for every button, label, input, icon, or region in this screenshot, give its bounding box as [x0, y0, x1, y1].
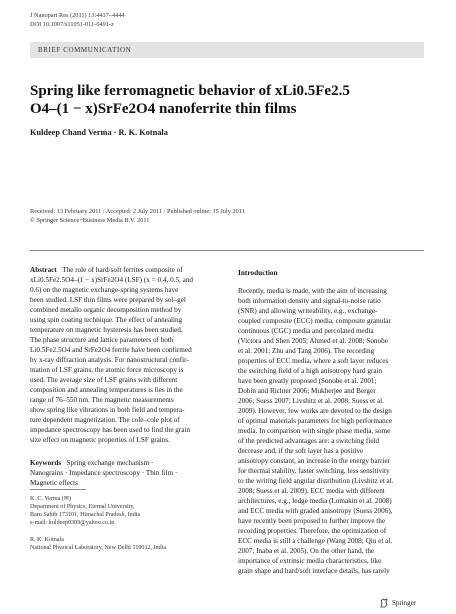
abstract-line-1: Abstract The role of hard/soft ferrites composite of: [30, 266, 183, 274]
keywords-section: [30, 458, 214, 488]
intro-line: Dobin and Richter 2006; Mukherjee and Berger: [238, 387, 376, 395]
abstract-line: used. The average size of LSF grains with different: [30, 376, 178, 384]
intro-line: et al. 2001; Zhu and Tang 2006). The recording: [238, 347, 375, 355]
intro-line: importance of extrinsic media characteristics, like: [238, 557, 382, 565]
doi-line: DOI 10.1007/s11051-011-0491-z: [30, 20, 114, 28]
intro-line: have been greatly proposed (Sonobe et al. 2001;: [238, 377, 377, 385]
springer-horse-icon: [379, 598, 389, 608]
affiliation-kotnala: [30, 536, 220, 552]
intro-line: have recently been proposed to further improve the: [238, 517, 386, 525]
publisher-name: Springer: [392, 599, 417, 607]
abstract-line: 0.6) on the magnetic exchange-spring systems have: [30, 286, 179, 294]
author-name: R. K. Kotnala: [30, 537, 64, 543]
intro-line: media. In comparison with single phase media, some: [238, 427, 391, 435]
publisher-logo: [379, 598, 416, 608]
affiliation-rule: [30, 489, 86, 490]
intro-line: decrease and, if the soft layer has a positive: [238, 447, 364, 455]
abstract-line: by x-ray diffraction analysis. For nanostructural confir-: [30, 356, 189, 364]
intro-line: the switching field of a high anisotropy hard grain: [238, 367, 383, 375]
abstract-line: mation of LSF grains, the atomic force microscopy is: [30, 366, 184, 374]
abstract-line: size effect on magnetic properties of LSF grains.: [30, 436, 170, 444]
header-rule: [30, 250, 424, 251]
intro-line: of the predicted advantages are: a switching field: [238, 437, 380, 445]
abstract-line: Li0.5Fe2.5O4 and SrFe2O4 ferrite have been confirmed: [30, 346, 192, 354]
publication-history: [30, 208, 430, 225]
article-title: [30, 82, 430, 118]
intro-line: continuous (CGC) media and percolated media: [238, 327, 374, 335]
received-dates: Received: 13 February 2011 / Accepted: 2 July 2011 / Published online: 15 July 2011: [30, 208, 245, 215]
title-line-1: Spring like ferromagnetic behavior of xLi0.5Fe2.5: [30, 83, 350, 99]
keywords-label: Keywords: [30, 459, 62, 467]
author-list: Kuldeep Chand Verma · R. K. Kotnala: [30, 128, 168, 137]
intro-line: both information density and signal-to-noise ratio: [238, 297, 381, 305]
abstract-line: range of 76–550 nm. The magnetic measurements: [30, 396, 174, 404]
copyright-line: © Springer Science+Business Media B.V. 2011: [30, 216, 150, 224]
intro-line: architectures, e.g., ledge media (Lomakin et al. 2008): [238, 497, 392, 505]
intro-line: to the writing field angular distribution (Livshitz et al.: [238, 477, 394, 485]
abstract-label: Abstract: [30, 266, 57, 274]
keywords-line: Nanograins · Impedance spectroscopy · Thin film ·: [30, 469, 178, 477]
intro-line: properties of ECC media, where a soft layer reduces: [238, 357, 389, 365]
intro-line: anisotropy constant, an increase in the energy barrier: [238, 457, 390, 465]
journal-header: [30, 12, 125, 29]
intro-line: grain shape and hard/soft interface details, has rarely: [238, 567, 390, 575]
journal-citation: J Nanopart Res (2011) 13:4437–4444: [30, 12, 125, 19]
article-type-banner: [30, 42, 424, 58]
affiliation-line: National Physical Laboratory, New Delhi 110012, India: [30, 545, 167, 551]
introduction-heading: Introduction: [238, 268, 278, 277]
intro-line: and ECC media with graded anisotropy (Suess 2006),: [238, 507, 393, 515]
abstract-line: The phase structure and lattice parameters of both: [30, 336, 174, 344]
intro-line: of optimal materials parameters for high performance: [238, 417, 393, 425]
intro-line: 2006; Suess 2007; Livshitz et al. 2008; Suess et al.: [238, 397, 384, 405]
abstract-line: combined metallo organic decomposition method by: [30, 306, 182, 314]
keywords-line-1: Keywords Spring exchange mechanism ·: [30, 459, 154, 467]
abstract-line: temperature on magnetic hysteresis has been studied.: [30, 326, 183, 334]
intro-line: 2008; Suess et al. 2009). ECC media with different: [238, 487, 385, 495]
author-name: K. C. Verma (✉): [30, 496, 72, 502]
intro-line: (SNR) and allowing writeability, e.g., exchange-: [238, 307, 378, 315]
intro-line: (Victora and Shen 2005; Ahmed et al. 2008; Sonobe: [238, 337, 388, 345]
title-line-2: O4–(1 − x)SrFe2O4 nanoferrite thin films: [30, 101, 297, 117]
intro-line: ECC media is still a challenge (Wang 2008; Qiu et al.: [238, 537, 393, 545]
abstract-line: show spring like vibrations in both field and tempera-: [30, 406, 185, 414]
intro-line: Recently, media is made, with the aim of increasing: [238, 287, 387, 295]
abstract-line: composition and annealing temperatures is lies in the: [30, 386, 183, 394]
affiliation-line: Baru Sahib 173101, Himachal Pradesh, India: [30, 512, 141, 518]
introduction-body: [238, 286, 428, 576]
abstract-section: [30, 265, 214, 445]
abstract-line: been studied. LSF thin films were prepared by sol–gel: [30, 296, 186, 304]
affiliation-verma: [30, 495, 220, 527]
intro-line: coupled composite (ECC) media, composite granular: [238, 317, 391, 325]
abstract-line: ture dependent magnetization. The cole–cole plot of: [30, 416, 180, 424]
keywords-line: Magnetic effects: [30, 479, 78, 487]
abstract-line: using spin coating technique. The effect of annealing: [30, 316, 183, 324]
abstract-line: impedance spectroscopy has been used to find the grain: [30, 426, 191, 434]
intro-line: 2007; Inaba et al. 2005). On the other hand, the: [238, 547, 375, 555]
article-type-label: BRIEF COMMUNICATION: [38, 46, 132, 54]
email-address: e-mail: kuldeep0309@yahoo.co.in: [30, 520, 115, 526]
intro-line: for thermal stability, faster switching, less sensitivity: [238, 467, 390, 475]
intro-line: 2009). However, few works are devoted to the design: [238, 407, 392, 415]
intro-line: recording properties. Therefore, the optimization of: [238, 527, 387, 535]
abstract-line: xLi0.5Fe2.5O4–(1 − x)SrFe2O4 (LSF) (x = 0.4, 0.5, and: [30, 276, 194, 284]
affiliation-line: Department of Physics, Eternal University,: [30, 504, 135, 510]
